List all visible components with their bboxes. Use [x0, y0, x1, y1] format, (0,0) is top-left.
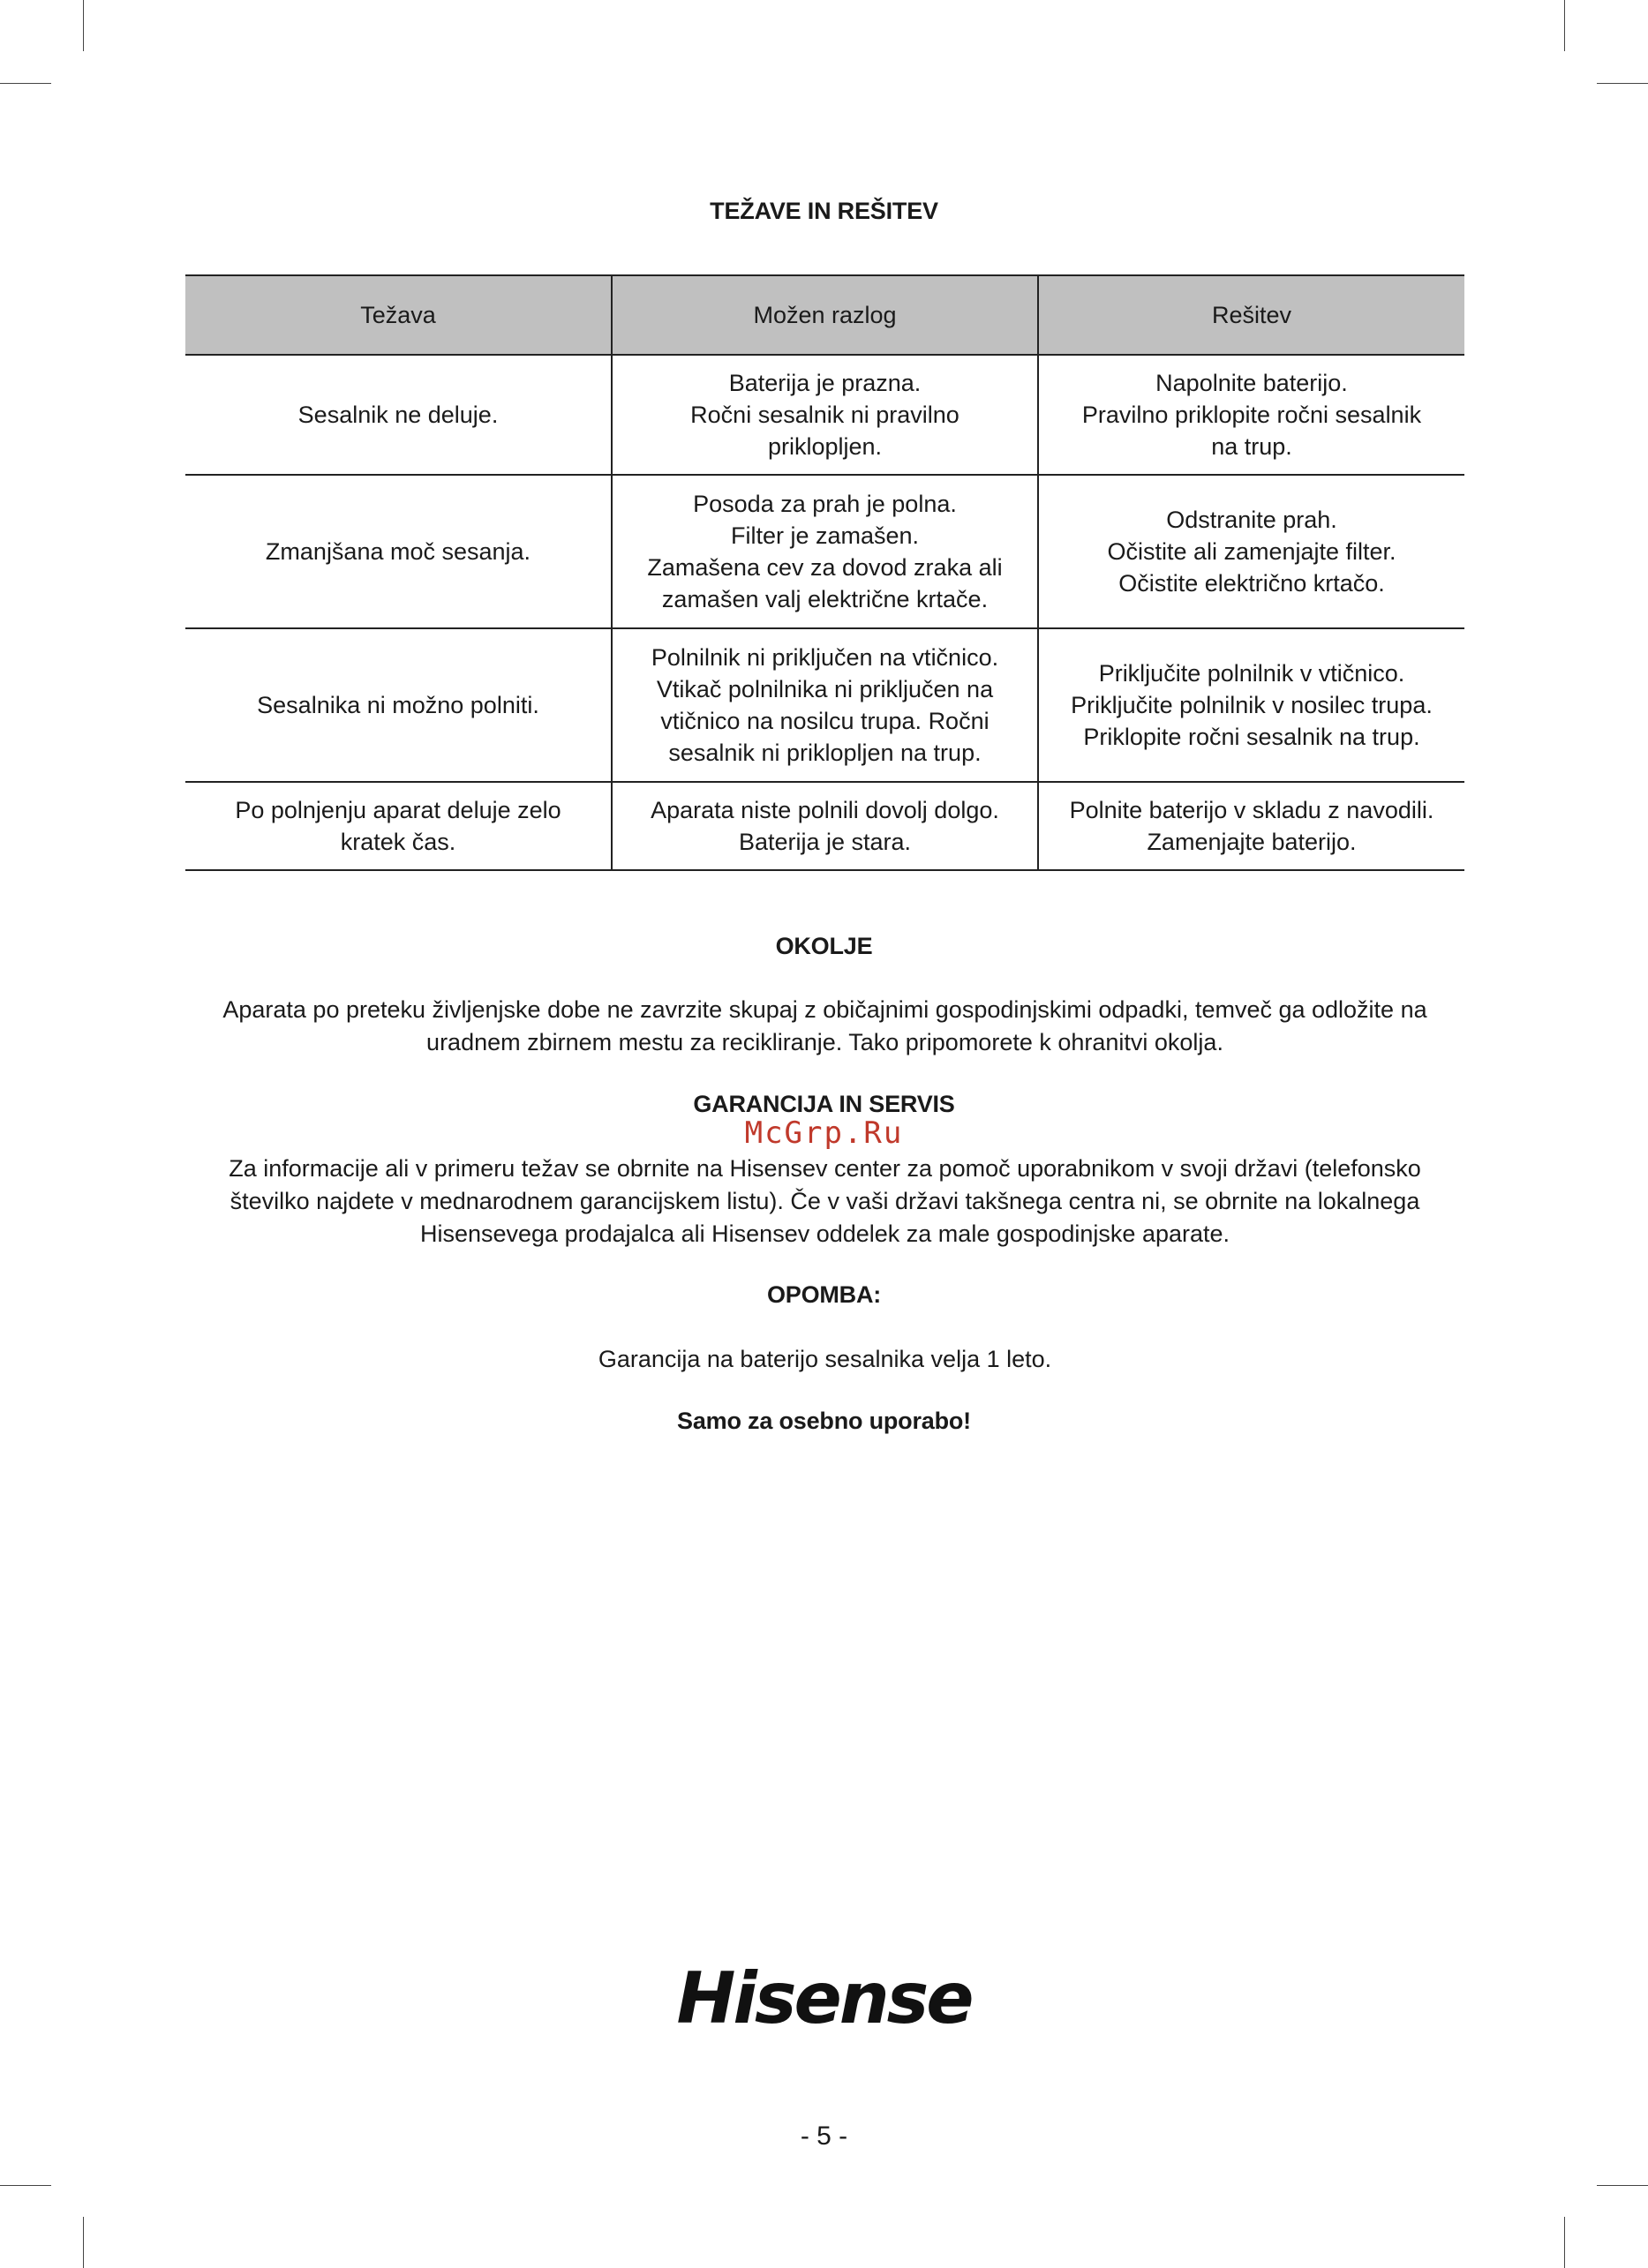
table-row — [185, 628, 1464, 782]
problem-cell: Sesalnik ne deluje. — [185, 355, 612, 475]
table-row — [185, 475, 1464, 628]
solution-cell: Priključite polnilnik v vtičnico. Priključite polnilnik v nosilec trupa. Priklopite ročni sesalnik na trup. — [1038, 628, 1464, 782]
cause-cell: Polnilnik ni priključen na vtičnico. Vtikač polnilnika ni priključen na vtičnico na nosilcu trupa. Ročni sesalnik ni priklopljen na trup. — [612, 628, 1038, 782]
cause-cell: Posoda za prah je polna. Filter je zamašen. Zamašena cev za dovod zraka ali zamašen valj električne krtače. — [612, 475, 1038, 628]
crop-mark — [83, 0, 84, 51]
page-title: TEŽAVE IN REŠITEV — [710, 198, 938, 224]
column-header-problem: Težava — [185, 275, 612, 355]
solution-cell: Polnite baterijo v skladu z navodili. Zamenjajte baterijo. — [1038, 782, 1464, 870]
column-header-cause: Možen razlog — [612, 275, 1038, 355]
problem-cell: Po polnjenju aparat deluje zelo kratek čas. — [185, 782, 612, 870]
solution-cell: Odstranite prah. Očistite ali zamenjajte filter. Očistite električno krtačo. — [1038, 475, 1464, 628]
solution-cell: Napolnite baterijo. Pravilno priklopite ročni sesalnik na trup. — [1038, 355, 1464, 475]
crop-mark — [1564, 0, 1565, 51]
crop-mark — [0, 2185, 51, 2186]
brand-logo: Hisense — [676, 1957, 972, 2039]
table-row — [185, 355, 1464, 475]
cause-cell: Baterija je prazna. Ročni sesalnik ni pravilno priklopljen. — [612, 355, 1038, 475]
crop-mark — [1597, 2185, 1648, 2186]
page-number: - 5 - — [800, 2122, 848, 2151]
watermark: McGrp.Ru — [744, 1115, 904, 1151]
environment-heading: OKOLJE — [775, 933, 873, 959]
cause-cell: Aparata niste polnili dovolj dolgo. Baterija je stara. — [612, 782, 1038, 870]
troubleshooting-table — [185, 274, 1464, 871]
table-header-row — [185, 275, 1464, 355]
warranty-heading: GARANCIJA IN SERVIS — [693, 1091, 955, 1117]
environment-text: Aparata po preteku življenjske dobe ne zavrzite skupaj z običajnimi gospodinjskimi odpadki, temveč ga odložite na uradnem zbirnem mestu za recikliranje. Tako pripomorete k ohranitvi okolja. — [222, 996, 1427, 1055]
problem-cell: Sesalnika ni možno polniti. — [185, 628, 612, 782]
crop-mark — [83, 2217, 84, 2268]
personal-use-notice: Samo za osebno uporabo! — [677, 1408, 971, 1434]
crop-mark — [1564, 2217, 1565, 2268]
note-heading: OPOMBA: — [766, 1281, 882, 1308]
warranty-text: Za informacije ali v primeru težav se obrnite na Hisensev center za pomoč uporabnikom v svoji državi (telefonsko številko najdete v mednarodnem garancijskem listu). Če v vaši državi takšnega centra ni, se obrnite na lokalnega Hisensevega prodajalca ali Hisensev oddelek za male gospodinjske aparate. — [229, 1155, 1421, 1247]
table-row — [185, 782, 1464, 870]
crop-mark — [1597, 83, 1648, 84]
crop-mark — [0, 83, 51, 84]
column-header-solution: Rešitev — [1038, 275, 1464, 355]
problem-cell: Zmanjšana moč sesanja. — [185, 475, 612, 628]
note-text: Garancija na baterijo sesalnika velja 1 leto. — [598, 1346, 1052, 1372]
